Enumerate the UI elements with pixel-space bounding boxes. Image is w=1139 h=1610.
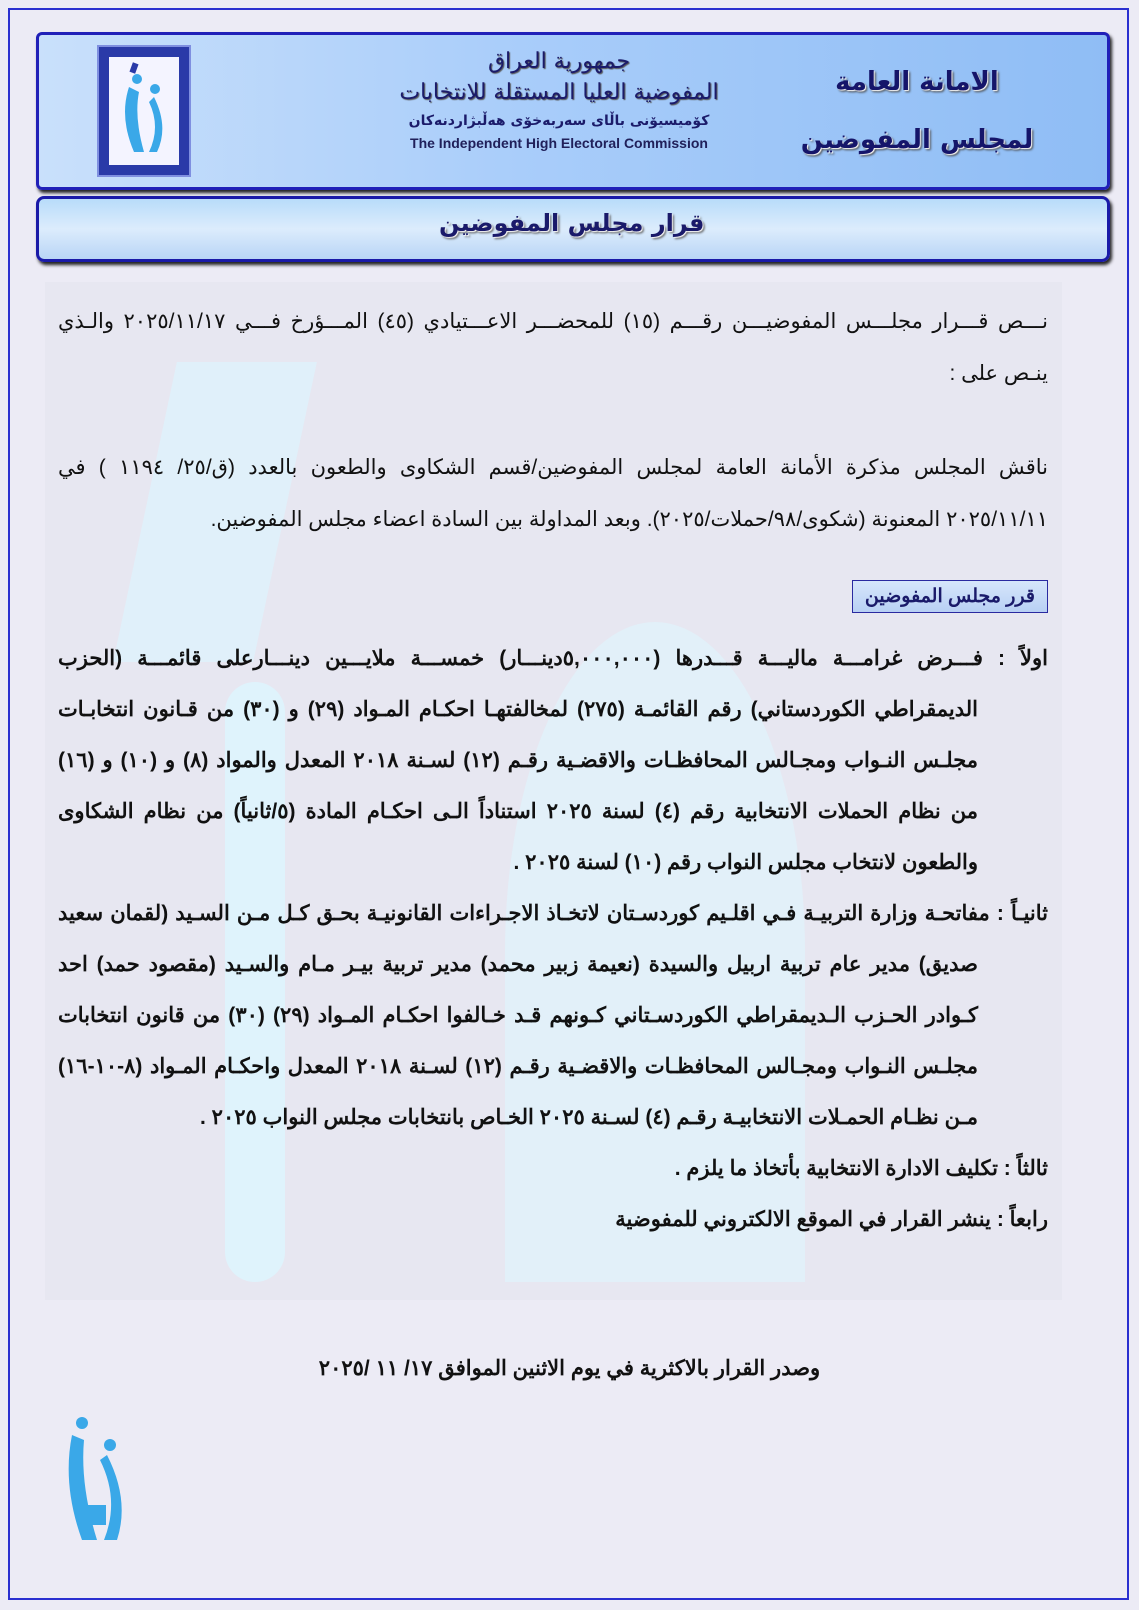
emblem-commission-ar: المفوضية العليا المستقلة للانتخابات	[399, 80, 719, 105]
document-title: قرار مجلس المفوضين	[439, 209, 705, 237]
decision-heading: قرر مجلس المفوضين	[852, 580, 1048, 613]
ihec-logo-icon	[62, 1405, 132, 1545]
commission-emblem	[369, 47, 749, 153]
emblem-commission-en: The Independent High Electoral Commission	[410, 135, 708, 151]
decision-item: ثالثاً : تكليف الادارة الانتخابية بأتخاذ ما يلزم .	[674, 1157, 1048, 1180]
letterhead	[36, 32, 1110, 190]
decision-item: رابعاً : ينشر القرار في الموقع الالكتروني للمفوضية	[615, 1208, 1048, 1231]
intro-paragraph: نـــص قـــرار مجلـــس المفوضيـــن رقـــم (١٥) للمحضـــر الاعـــتيادي (٤٥) المـــؤرخ فـــي ٢٠٢٥/١١/١٧ والـذي ينـص على :	[58, 310, 1048, 385]
document-text	[58, 296, 1048, 1245]
issuance-statement: وصدر القرار بالاكثرية في يوم الاثنين الموافق ١٧/ ١١ /٢٠٢٥	[318, 1357, 821, 1380]
decision-item: ثانيـاً : مفاتحـة وزارة التربيـة فـي اقلـيم كوردسـتان لاتخـاذ الاجـراءات القانونيـة بحـق كـل مـن السـيد (لقمان سعيد صديق) مدير عام تربية اربيل والسيدة (نعيمة زبير محمد) مدير تربية بيـر مـام والسـيد (مقصود حمد) احد كـوادر الحـزب الـديمقراطي الكوردسـتاني كـونهم قـد خـالفوا احكـام المـواد (٢٩) (٣٠) من قانون انتخابات مجلـس النـواب ومجـالس المحافظـات والاقضـية رقـم (١٢) لسـنة ٢٠١٨ المعدل واحكـام المـواد (٨-١٠-١٦) مـن نظـام الحمـلات الانتخابيـة رقـم (٤) لسـنة ٢٠٢٥ الخـاص بانتخابات مجلس النواب ٢٠٢٥ .	[58, 902, 1048, 1129]
secretariat-title	[767, 53, 1067, 169]
emblem-country: جمهورية العراق	[487, 49, 631, 74]
document-title-bar	[36, 196, 1110, 262]
emblem-commission-ku: كۆمیسیۆنی باڵای سەربەخۆی هەڵبژاردنەكان	[408, 113, 710, 129]
secretariat-line1: الامانة العامة	[835, 67, 999, 97]
secretariat-line2: لمجلس المفوضين	[800, 125, 1034, 155]
discussion-paragraph: ناقش المجلس مذكرة الأمانة العامة لمجلس المفوضين/قسم الشكاوى والطعون بالعدد (ق/٢٥/ ١١٩٤ ) في ٢٠٢٥/١١/١١ المعنونة (شكوى/٩٨/حملات/٢٠٢٥). وبعد المداولة بين السادة اعضاء مجلس المفوضين.	[58, 456, 1048, 531]
ihec-logo-icon	[97, 45, 191, 177]
decision-item: اولاً : فـــرض غرامـــة ماليـــة قـــدرها (٥,٠٠٠,٠٠٠دينـــار) خمســـة ملايـــين دينـــارعلى قائمـــة (الحزب الديمقراطي الكوردستاني) رقم القائمـة (٢٧٥) لمخالفتهـا احكـام المـواد (٢٩) و (٣٠) من قـانون انتخابـات مجلـس النـواب ومجـالس المحافظـات والاقضـية رقـم (١٢) لسـنة ٢٠١٨ المعدل والمواد (٨) و (١٠) و (١٦) من نظام الحملات الانتخابية رقم (٤) لسنة ٢٠٢٥ استناداً الـى احكـام المادة (٥/ثانياً) من نظام الشكاوى والطعون لانتخاب مجلس النواب رقم (١٠) لسنة ٢٠٢٥ .	[58, 647, 1048, 874]
